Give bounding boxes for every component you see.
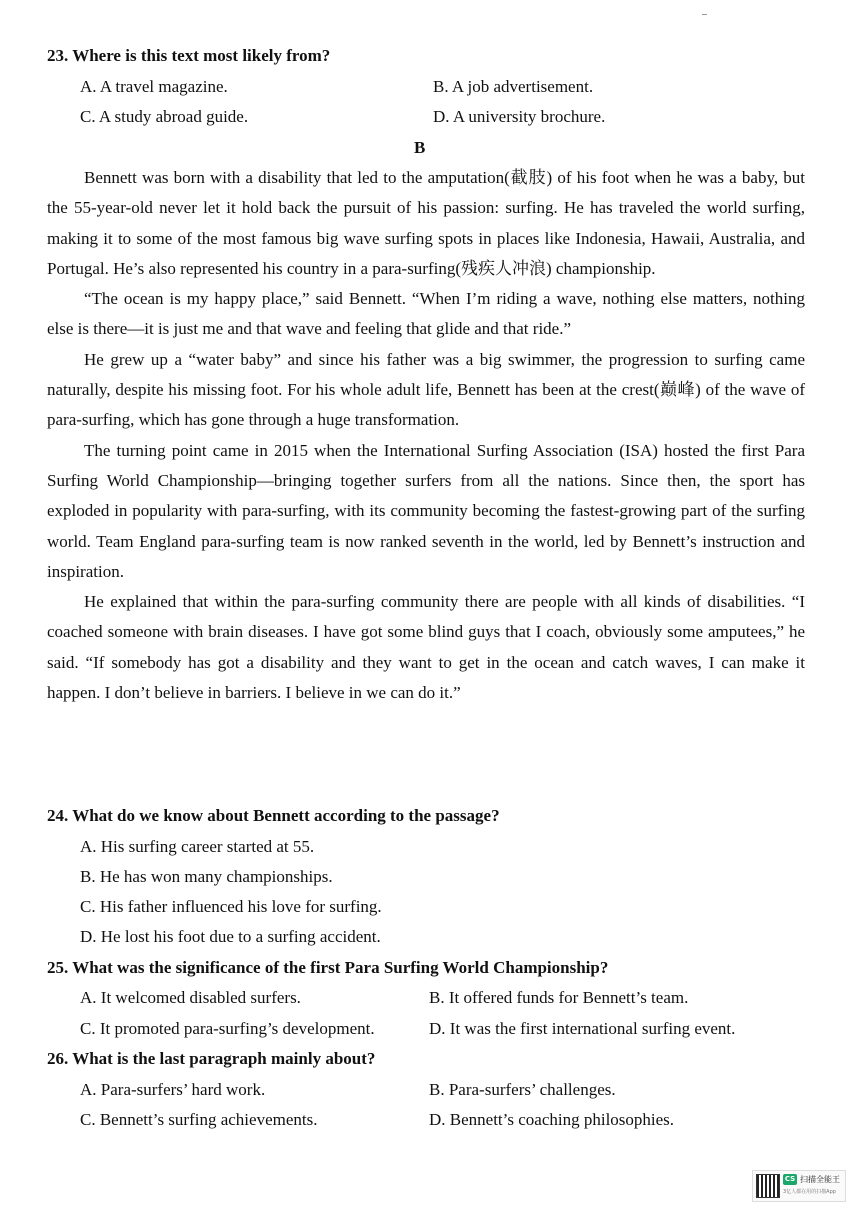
q23-option-a[interactable]: A. A travel magazine. xyxy=(80,77,228,96)
scan-mark xyxy=(702,14,707,15)
section-heading: B xyxy=(414,138,426,157)
passage-paragraph-2: “The ocean is my happy place,” said Bennett. “When I’m riding a wave, nothing else matters, nothing else is there—it is just me and that wave and feeling that glide and that ride.” xyxy=(47,289,805,339)
watermark-name: 扫描全能王 xyxy=(800,1175,840,1184)
q24-option-b[interactable]: B. He has won many championships. xyxy=(80,867,333,886)
q26-option-a[interactable]: A. Para-surfers’ hard work. xyxy=(80,1080,266,1099)
q23-option-c[interactable]: C. A study abroad guide. xyxy=(80,107,249,126)
q24-option-d[interactable]: D. He lost his foot due to a surfing accident. xyxy=(80,927,381,946)
q24-stem: 24. What do we know about Bennett according to the passage? xyxy=(47,806,500,825)
q25-option-c[interactable]: C. It promoted para-surfing’s development. xyxy=(80,1019,375,1038)
q25-option-d[interactable]: D. It was the first international surfing event. xyxy=(429,1019,736,1038)
q25-option-b[interactable]: B. It offered funds for Bennett’s team. xyxy=(429,988,689,1007)
q25-option-a[interactable]: A. It welcomed disabled surfers. xyxy=(80,988,301,1007)
q26-option-b[interactable]: B. Para-surfers’ challenges. xyxy=(429,1080,616,1099)
passage-paragraph-3: He grew up a “water baby” and since his father was a big swimmer, the progression to surfing came naturally, despite his missing foot. For his whole adult life, Bennett has been at the crest(巅峰) of the wave of para-surfing, which has gone through a huge transformation. xyxy=(47,349,805,430)
passage-paragraph-5: He explained that within the para-surfing community there are people with all kinds of disabilities. “I coached someone with brain diseases. I have got some blind guys that I coach, obviously some amputees,” he said. “If somebody has got a disability and they want to get in the ocean and catch waves, I can make it happen. I don’t believe in barriers. I believe in we can do it.” xyxy=(47,592,805,703)
q24-option-a[interactable]: A. His surfing career started at 55. xyxy=(80,837,315,856)
q23-stem: 23. Where is this text most likely from? xyxy=(47,46,331,65)
q25-stem: 25. What was the significance of the first Para Surfing World Championship? xyxy=(47,958,609,977)
passage xyxy=(47,163,805,708)
q26-option-c[interactable]: C. Bennett’s surfing achievements. xyxy=(80,1110,318,1129)
q26-stem: 26. What is the last paragraph mainly about? xyxy=(47,1049,376,1068)
q23-option-b[interactable]: B. A job advertisement. xyxy=(433,77,594,96)
passage-paragraph-1: Bennett was born with a disability that led to the amputation(截肢) of his foot when he was a baby, but the 55-year-old never let it hold back the pursuit of his passion: surfing. He has traveled the world surfing, making it to some of the most famous big wave surfing spots in places like Indonesia, Hawaii, Australia, and Portugal. He’s also represented his country in a para-surfing(残疾人冲浪) championship. xyxy=(47,168,805,278)
q26-option-d[interactable]: D. Bennett’s coaching philosophies. xyxy=(429,1110,675,1129)
qr-code-icon xyxy=(756,1174,780,1198)
camscanner-watermark xyxy=(752,1170,846,1202)
passage-paragraph-4: The turning point came in 2015 when the International Surfing Association (ISA) hosted the first Para Surfing World Championship—bringing together surfers from all the nations. Since then, the sport has exploded in popularity with para-surfing, with its community becoming the fastest-growing part of the surfing world. Team England para-surfing team is now ranked seventh in the world, led by Bennett’s instruction and inspiration. xyxy=(47,440,805,581)
q23-option-d[interactable]: D. A university brochure. xyxy=(433,107,606,126)
watermark-subtitle: 3亿人都在用的扫描App xyxy=(783,1189,836,1195)
q24-option-c[interactable]: C. His father influenced his love for surfing. xyxy=(80,897,382,916)
cs-badge: CS xyxy=(784,1175,796,1183)
